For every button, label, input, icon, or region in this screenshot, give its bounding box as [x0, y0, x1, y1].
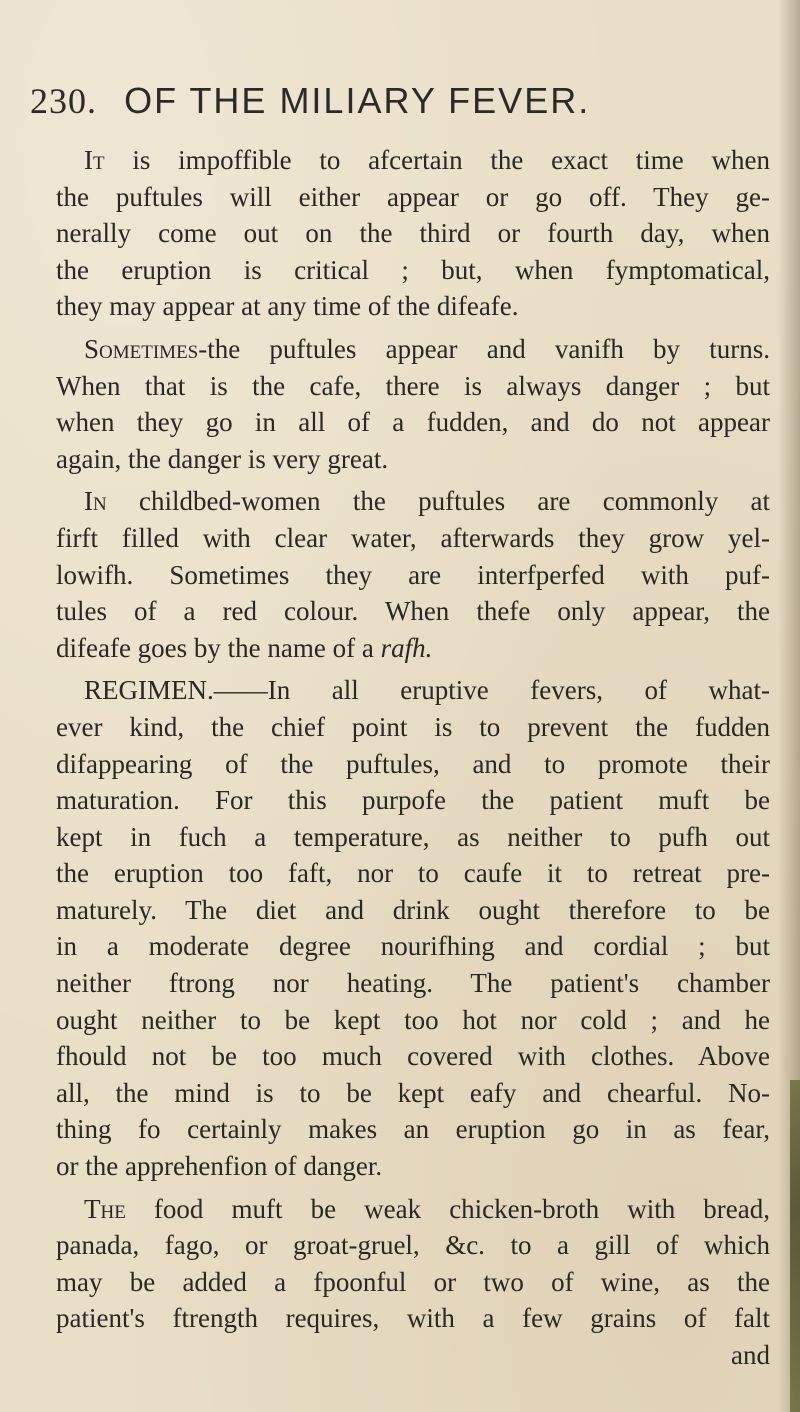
text-line: ought neither to be kept too hot nor cold ; and he [56, 1004, 770, 1035]
text-line: In childbed-women the puftules are commonly at [84, 486, 770, 517]
text-line: difappearing of the puftules, and to promote their [56, 748, 770, 779]
text-line: neither ftrong nor heating. The patient's chamber [56, 968, 770, 999]
text-line: or the apprehenfion of danger. [56, 1151, 383, 1182]
paragraph [56, 672, 770, 1184]
text-line: The food muft be weak chicken-broth with bread, [84, 1193, 771, 1224]
text-line: maturely. The diet and drink ought therefore to be [56, 894, 770, 925]
text-line: nerally come out on the third or fourth day, when [56, 218, 770, 249]
paragraph-lead: Sometimes [84, 333, 199, 364]
paragraph-lead: The [84, 1193, 126, 1224]
italic-term: rafh. [380, 632, 433, 663]
text-line: the eruption is critical ; but, when fymptomatical, [56, 254, 770, 285]
text-line: they may appear at any time of the difeafe. [56, 291, 519, 322]
text-line: patient's ftrength requires, with a few grains of falt [56, 1303, 770, 1334]
text-line: difeafe goes by the name of a rafh. [56, 632, 433, 663]
text-line: again, the danger is very great. [56, 443, 389, 474]
text-line: maturation. For this purpofe the patient muft be [56, 785, 770, 816]
page-edge-binding [790, 1080, 800, 1412]
paragraph [56, 331, 770, 477]
text-line: ever kind, the chief point is to prevent the fudden [56, 711, 770, 742]
text-line: REGIMEN.——In all eruptive fevers, of what- [84, 675, 770, 706]
catchword: and [731, 1340, 770, 1370]
text-line: fhould not be too much covered with clothes. Above [56, 1041, 770, 1072]
page-number: 230. [30, 81, 97, 121]
chapter-title: OF THE MILIARY FEVER. [124, 80, 591, 121]
text-line: kept in fuch a temperature, as neither to pufh out [56, 821, 770, 852]
text-line: tules of a red colour. When thefe only appear, the [56, 596, 770, 627]
text-line: in a moderate degree nourifhing and cordial ; but [56, 931, 770, 962]
text-line: lowifh. Sometimes they are interfperfed with puf- [56, 559, 770, 590]
body-text [56, 142, 770, 1380]
section-heading: REGIMEN. [84, 675, 214, 706]
text-line: all, the mind is to be kept eafy and chearful. No- [56, 1077, 770, 1108]
text-line: may be added a fpoonful or two of wine, as the [56, 1266, 770, 1297]
paragraph [56, 142, 770, 325]
text-line: When that is the cafe, there is always danger ; but [56, 370, 770, 401]
text-line: the puftules will either appear or go off. They ge- [56, 181, 770, 212]
paragraph-lead: It [84, 145, 105, 175]
text-line: thing fo certainly makes an eruption go in as fear, [56, 1114, 770, 1145]
running-head [30, 80, 770, 140]
paragraph [56, 483, 770, 666]
paragraph [56, 1191, 770, 1374]
text-line: when they go in all of a fudden, and do not appear [56, 407, 770, 438]
text-line: It is impoffible to afcertain the exact time when [84, 145, 771, 175]
text-line: the eruption too faft, nor to caufe it to retreat pre- [56, 858, 770, 889]
text-line: firft filled with clear water, afterwards they grow yel- [56, 522, 770, 553]
text-line: panada, fago, or groat-gruel, &c. to a gill of which [56, 1230, 770, 1261]
paragraph-lead: In [84, 486, 107, 517]
text-line: Sometimes-the puftules appear and vanifh by turns. [84, 333, 770, 364]
